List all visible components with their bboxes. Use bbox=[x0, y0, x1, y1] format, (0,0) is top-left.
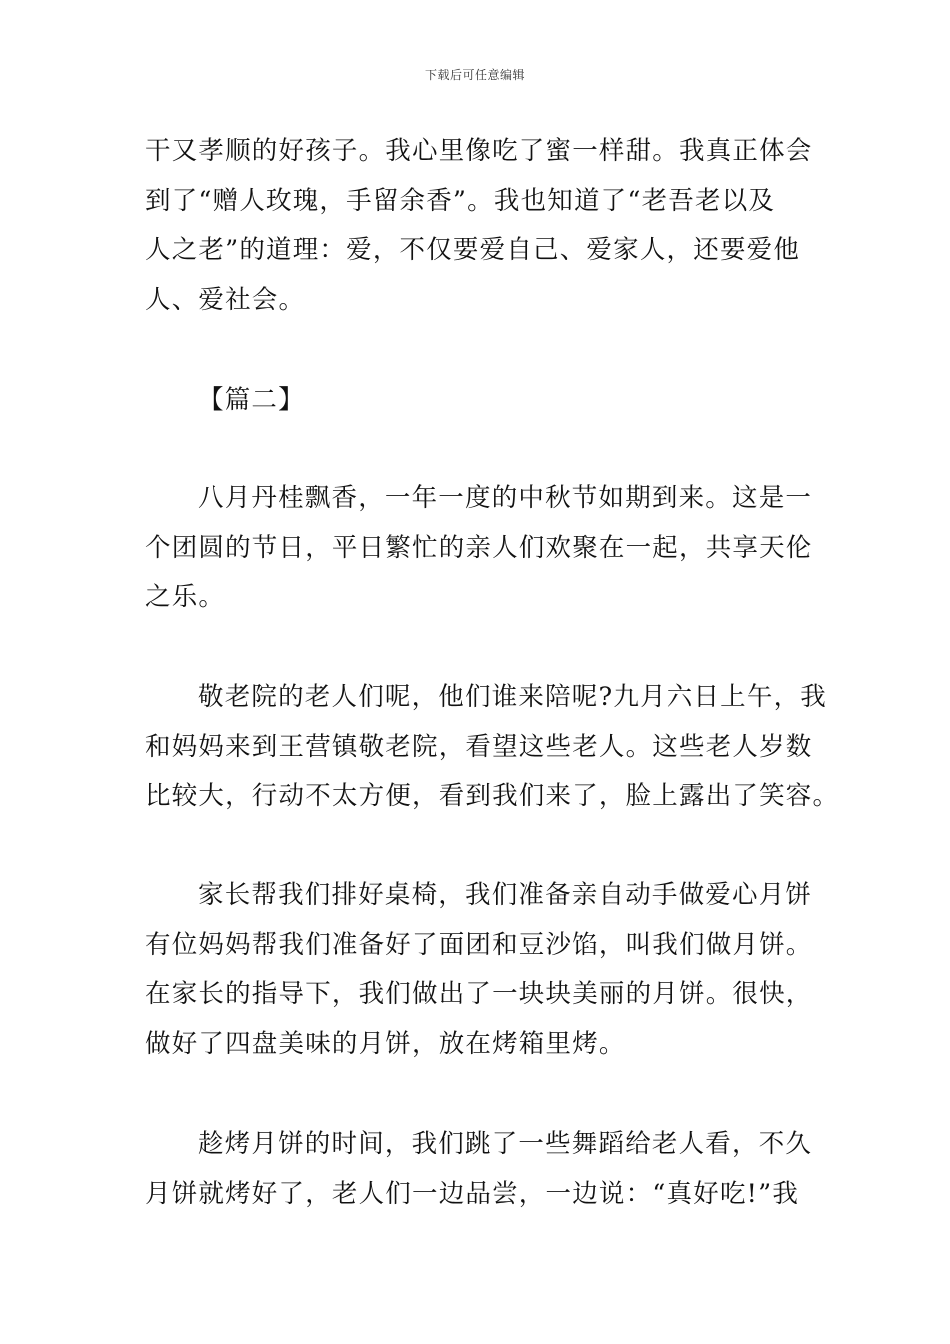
text-line: 之乐。 bbox=[145, 582, 226, 613]
text-line: 做好了四盘美味的月饼，放在烤箱里烤。 bbox=[145, 1028, 626, 1059]
text-line: 家长帮我们排好桌椅，我们准备亲自动手做爱心月饼 bbox=[198, 880, 813, 910]
text-line: 月饼就烤好了，老人们一边品尝，一边说：“真好吃!”我 bbox=[145, 1178, 800, 1209]
text-line: 和妈妈来到王营镇敬老院，看望这些老人。这些老人岁数 bbox=[145, 731, 813, 762]
text-line: 八月丹桂飘香，一年一度的中秋节如期到来。这是一 bbox=[198, 483, 813, 513]
paragraph-nursing-home bbox=[145, 673, 840, 822]
text-line: 人之老”的道理：爱，不仅要爱自己、爱家人，还要爱他 bbox=[145, 235, 801, 266]
header-note: 下载后可任意编辑 bbox=[424, 68, 525, 82]
text-line: 趁烤月饼的时间，我们跳了一些舞蹈给老人看，不久 bbox=[198, 1129, 813, 1159]
text-line: 有位妈妈帮我们准备好了面团和豆沙馅，叫我们做月饼。 bbox=[145, 929, 813, 960]
paragraph-dance bbox=[145, 1120, 813, 1219]
text-line: 比较大，行动不太方便，看到我们来了，脸上露出了笑容。 bbox=[145, 781, 840, 812]
paragraph-continuation bbox=[145, 127, 813, 325]
text-line: 人、爱社会。 bbox=[145, 284, 306, 315]
text-line: 到了“赠人玫瑰，手留余香”。我也知道了“老吾老以及 bbox=[145, 185, 776, 216]
text-line: 个团圆的节日，平日繁忙的亲人们欢聚在一起，共享天伦 bbox=[145, 532, 813, 563]
text-line: 干又孝顺的好孩子。我心里像吃了蜜一样甜。我真正体会 bbox=[145, 136, 813, 166]
paragraph-mooncakes bbox=[145, 871, 813, 1069]
text-line: 敬老院的老人们呢，他们谁来陪呢?九月六日上午，我 bbox=[198, 682, 827, 712]
text-line: 在家长的指导下，我们做出了一块块美丽的月饼。很快， bbox=[145, 979, 813, 1010]
paragraph-mid-autumn bbox=[145, 474, 813, 623]
heading-text: 【篇二】 bbox=[198, 385, 305, 415]
section-heading bbox=[145, 376, 809, 426]
